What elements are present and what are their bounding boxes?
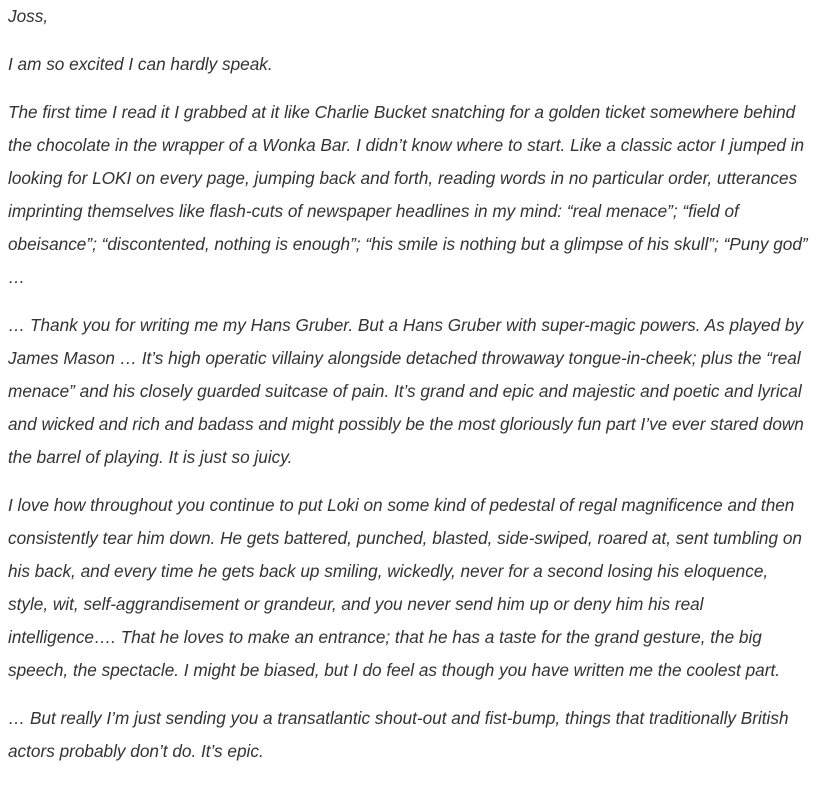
paragraph-1: I am so excited I can hardly speak. [8, 54, 273, 74]
salutation: Joss, [8, 6, 49, 26]
paragraph-4: I love how throughout you continue to put Loki on some kind of pedestal of regal magnificence and then consistently tear him down. He gets battered, punched, blasted, side-swiped, roared at, sent tumbling on his back, and every time he gets back up smiling, wickedly, never for a second losing his eloquence, style, wit, self-aggrandisement or grandeur, and you never send him up or deny him his real intelligence…. That he loves to make an entrance; that he has a taste for the grand gesture, the big speech, the spectacle. I might be biased, but I do feel as though you have written me the coolest part. [8, 495, 802, 680]
paragraph-3: … Thank you for writing me my Hans Gruber. But a Hans Gruber with super-magic powers. As played by James Mason … It’s high operatic villainy alongside detached throwaway tongue-in-cheek; plus the “real menace” and his closely guarded suitcase of pain. It’s grand and epic and majestic and poetic and lyrical and wicked and rich and badass and might possibly be the most gloriously fun part I’ve ever stared down the barrel of playing. It is just so juicy. [8, 315, 804, 467]
paragraph-2: The first time I read it I grabbed at it like Charlie Bucket snatching for a golden ticket somewhere behind the chocolate in the wrapper of a Wonka Bar. I didn’t know where to start. Like a classic actor I jumped in looking for LOKI on every page, jumping back and forth, reading words in no particular order, utterances imprinting themselves like flash-cuts of newspaper headlines in my mind: “real menace”; “field of obeisance”; “discontented, nothing is enough”; “his smile is nothing but a glimpse of his skull”; “Puny god” … [8, 102, 808, 287]
paragraph-5: … But really I’m just sending you a transatlantic shout-out and fist-bump, things that traditionally British actors probably don’t do. It’s epic. [8, 708, 789, 761]
